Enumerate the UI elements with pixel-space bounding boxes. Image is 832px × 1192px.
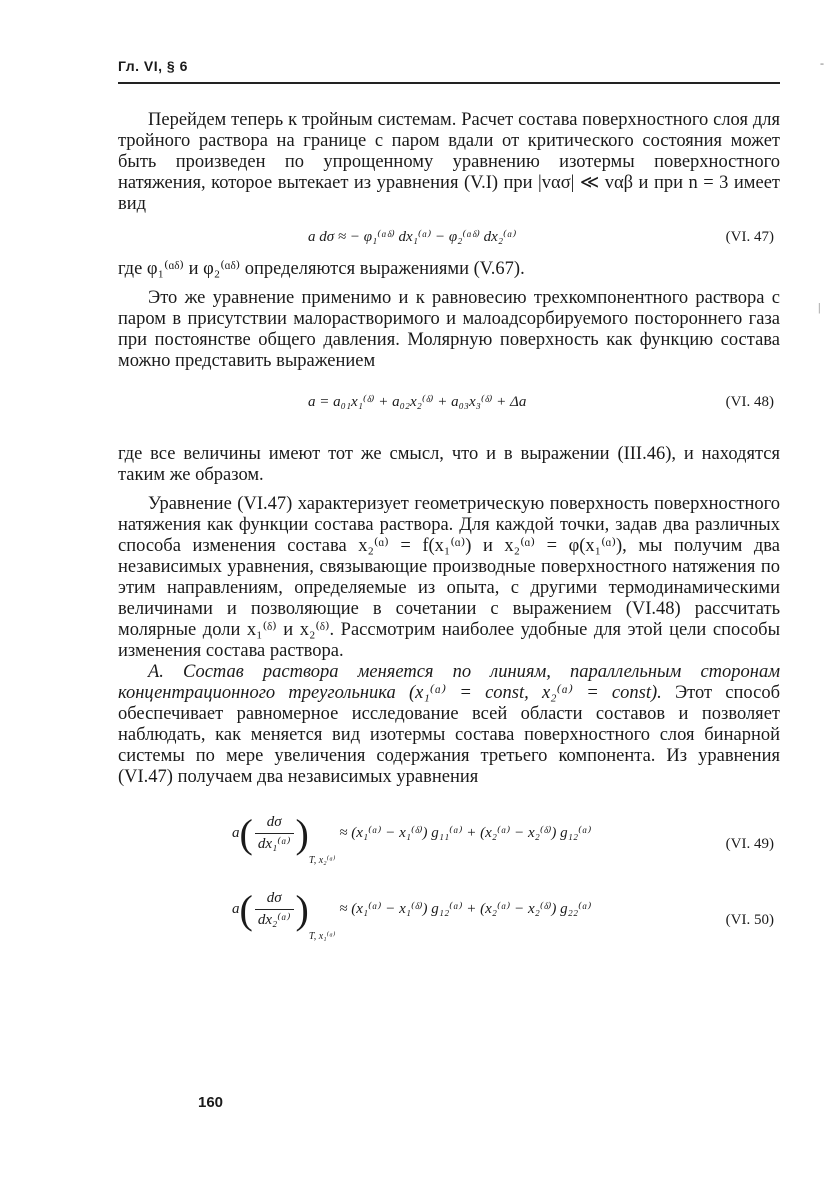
- fraction-numerator: dσ: [255, 888, 294, 910]
- running-head: Гл. VI, § 6: [118, 58, 188, 74]
- derivative-fraction: [255, 812, 294, 855]
- case-a-heading: А. Состав раствора меняется по линиям, параллельным сторонам концентрационного треугольника (x₁⁽ᵅ⁾ = const, x₂⁽ᵅ⁾ = const).: [118, 662, 780, 703]
- derivative-subscript: T, x₁⁽ᵅ⁾: [308, 930, 336, 942]
- fraction-numerator: dσ: [255, 812, 294, 834]
- equation-number: (VI. 50): [725, 912, 774, 928]
- equation-rhs: ≈ (x₁⁽ᵅ⁾ − x₁⁽ᵟ⁾) g₁₁⁽ᵅ⁾ + (x₂⁽ᵅ⁾ − x₂⁽ᵟ⁾) g₁₂⁽ᵅ⁾: [339, 825, 592, 841]
- equation-number: (VI. 47): [725, 229, 774, 245]
- page-body: [118, 110, 780, 958]
- margin-mark: -: [820, 56, 824, 70]
- equation-number: (VI. 48): [725, 394, 774, 410]
- paragraph-6-text: Этот способ обеспечивает равномерное исследование всей области составов и позволяет наблюдать, как меняется вид изотермы состава поверхностного слоя бинарной системы по мере увеличения содержания третьего компонента. Из уравнения (VI.47) получаем два независимых уравнения: [118, 683, 781, 787]
- paragraph-4: где все величины имеют тот же смысл, что и в выражении (III.46), и находятся таким же образом.: [118, 444, 780, 485]
- paragraph-2: где φ₁⁽ᵅᵟ⁾ и φ₂⁽ᵅᵟ⁾ определяются выражениями (V.67).: [118, 259, 525, 279]
- equation-rhs: ≈ (x₁⁽ᵅ⁾ − x₁⁽ᵟ⁾) g₁₂⁽ᵅ⁾ + (x₂⁽ᵅ⁾ − x₂⁽ᵟ⁾) g₂₂⁽ᵅ⁾: [339, 901, 592, 917]
- equation-vi-49: a( $\frac{d\sigma}{\text{dx₁⁽ᵅ⁾}}$ )$_{T, x_2^(ᵅ^)}$ ≈ (x₁⁽ᵅ⁾ − x₁⁽ᵟ⁾) g₁₁⁽ᵅ⁾ + (x₂⁽ᵅ⁾ − x₂⁽ᵟ⁾) g₁₂⁽ᵅ⁾ (VI. 49): [232, 811, 774, 866]
- equation-prefix: a: [232, 900, 240, 917]
- fraction-denominator: dx₂⁽ᵅ⁾: [257, 912, 291, 928]
- page-number: 160: [198, 1094, 224, 1111]
- equation-formula: a = a₀₁x₁⁽ᵟ⁾ + a₀₂x₂⁽ᵟ⁾ + a₀₃x₃⁽ᵟ⁾ + Δa: [308, 394, 527, 410]
- derivative-fraction: [255, 888, 294, 931]
- fraction-denominator: dx₁⁽ᵅ⁾: [257, 836, 291, 852]
- paragraph-5: Уравнение (VI.47) характеризует геометрическую поверхность поверхностного натяжения как функции состава раствора. Для каждой точки, задав два различных способа изменения состава x₂⁽ᵅ⁾ = f(x₁⁽ᵅ⁾) и x₂⁽ᵅ⁾ = φ(x₁⁽ᵅ⁾), мы получим два независимых уравнения, связывающие производные поверхностного натяжения по этим направлениям, определяемые из опыта, с другими термодинамическими величинами и позволяющие в сочетании с выражением (VI.48) рассчитать молярные доли x₁⁽ᵟ⁾ и x₂⁽ᵟ⁾. Рассмотрим наиболее удобные для этой цели способы изменения состава раствора.: [118, 494, 780, 661]
- equation-number: (VI. 49): [725, 836, 774, 852]
- header-rule: [118, 82, 780, 84]
- equation-vi-50: a( $\frac{d\sigma}{\text{dx₂⁽ᵅ⁾}}$ )$_{T, x_1^(ᵅ^)}$ ≈ (x₁⁽ᵅ⁾ − x₁⁽ᵟ⁾) g₁₂⁽ᵅ⁾ + (x₂⁽ᵅ⁾ − x₂⁽ᵟ⁾) g₂₂⁽ᵅ⁾ (VI. 50): [232, 887, 774, 942]
- equation-formula: a dσ ≈ − φ₁⁽ᵅᵟ⁾ dx₁⁽ᵅ⁾ − φ₂⁽ᵅᵟ⁾ dx₂⁽ᵅ⁾: [308, 229, 517, 245]
- paragraph-1: Перейдем теперь к тройным системам. Расчет состава поверхностного слоя для тройного раствора на границе с паром вдали от критического состояния может быть произведен по упрощенному уравнению изотермы поверхностного натяжения, которое вытекает из уравнения (V.I) при |vασ| ≪ vαβ и при n = 3 имеет вид: [118, 110, 780, 214]
- margin-mark: |: [818, 300, 821, 314]
- paragraph-3: Это же уравнение применимо и к равновесию трехкомпонентного раствора с паром в присутствии малорастворимого и малоадсорбируемого постороннего газа при постоянстве общего давления. Молярную поверхность как функцию состава можно представить выражением: [118, 288, 780, 371]
- equation-vi-48: [118, 372, 780, 432]
- derivative-subscript: T, x₂⁽ᵅ⁾: [308, 854, 336, 866]
- equation-vi-47: [118, 215, 780, 259]
- equation-prefix: a: [232, 824, 240, 841]
- paragraph-6: [118, 662, 780, 788]
